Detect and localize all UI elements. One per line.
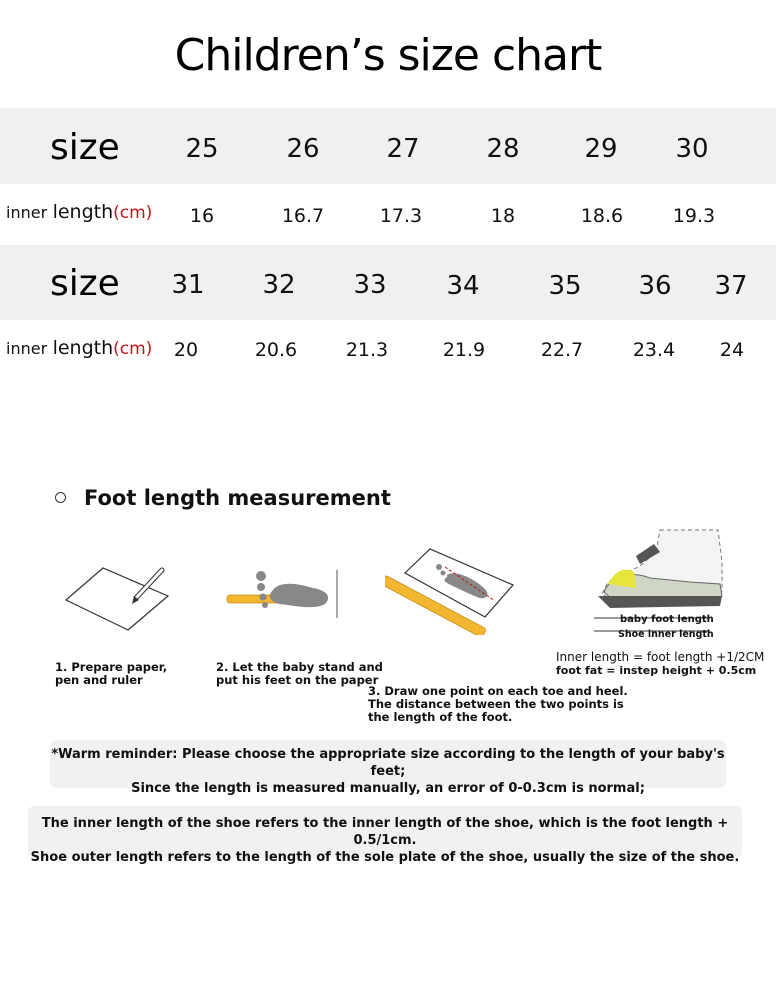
length-cell: 24 — [719, 339, 745, 361]
size-cell: 28 — [486, 134, 520, 164]
measurement-heading — [55, 486, 391, 510]
size-label-1: size — [50, 127, 120, 168]
size-cell: 35 — [548, 271, 582, 301]
reminder-line-2: Since the length is measured manually, an error of 0-0.3cm is normal; — [131, 781, 645, 796]
length-cell: 16 — [189, 205, 215, 227]
length-cell: 22.7 — [540, 339, 584, 361]
inner-label-word: inner — [6, 203, 48, 222]
inner-length-label-2 — [6, 337, 152, 359]
length-cell: 23.4 — [632, 339, 676, 361]
size-cell: 29 — [584, 134, 618, 164]
size-cell: 37 — [714, 271, 748, 301]
ruler-footprint-icon — [385, 545, 525, 635]
size-cell: 31 — [171, 270, 205, 300]
size-cell: 25 — [185, 134, 219, 164]
unit-label: (cm) — [113, 339, 153, 359]
length-cell: 20.6 — [254, 339, 298, 361]
size-cell: 30 — [675, 134, 709, 164]
inner-length-label-1 — [6, 201, 152, 223]
step-2-caption: 2. Let the baby stand and put his feet on the paper — [216, 660, 383, 687]
size-label-2: size — [50, 263, 120, 304]
inner-length-note-box — [28, 806, 742, 865]
length-label-word: length — [52, 337, 114, 359]
foot-on-paper-icon — [225, 560, 350, 625]
shoe-label-inner-length: Shoe inner length — [618, 629, 714, 640]
paper-pen-icon — [58, 560, 178, 635]
length-cell: 19.3 — [672, 205, 716, 227]
warm-reminder-box — [50, 740, 726, 796]
size-cell: 27 — [386, 134, 420, 164]
formula-inner-length: Inner length = foot length +1/2CM — [556, 650, 765, 664]
length-cell: 18.6 — [580, 205, 624, 227]
length-cell: 17.3 — [379, 205, 423, 227]
formula-foot-fat: foot fat = instep height + 0.5cm — [556, 664, 757, 677]
page-title: Children’s size chart — [174, 30, 602, 81]
length-label-word: length — [52, 201, 114, 223]
size-cell: 26 — [286, 134, 320, 164]
measurement-heading-text: Foot length measurement — [84, 486, 391, 510]
length-cell: 20 — [173, 339, 199, 361]
size-cell: 34 — [446, 271, 480, 301]
inner-label-word: inner — [6, 339, 48, 358]
length-cell: 21.9 — [442, 339, 486, 361]
length-cell: 16.7 — [281, 205, 325, 227]
size-cell: 32 — [262, 270, 296, 300]
length-cell: 18 — [490, 205, 516, 227]
bullet-circle-icon — [55, 492, 66, 503]
note-line-1: The inner length of the shoe refers to the inner length of the shoe, which is the foot length + 0.5/1cm. — [41, 816, 729, 848]
unit-label: (cm) — [113, 203, 153, 223]
shoe-label-foot-length: baby foot length — [620, 614, 714, 625]
size-cell: 33 — [353, 270, 387, 300]
step-1-caption: 1. Prepare paper, pen and ruler — [55, 660, 168, 687]
note-line-2: Shoe outer length refers to the length of the sole plate of the shoe, usually the size of the shoe. — [30, 850, 740, 865]
size-cell: 36 — [638, 271, 672, 301]
length-cell: 21.3 — [345, 339, 389, 361]
step-3-caption: 3. Draw one point on each toe and heel. The distance between the two points is the length of the foot. — [368, 684, 628, 724]
reminder-line-1: *Warm reminder: Please choose the appropriate size according to the length of your baby's feet; — [51, 747, 725, 779]
